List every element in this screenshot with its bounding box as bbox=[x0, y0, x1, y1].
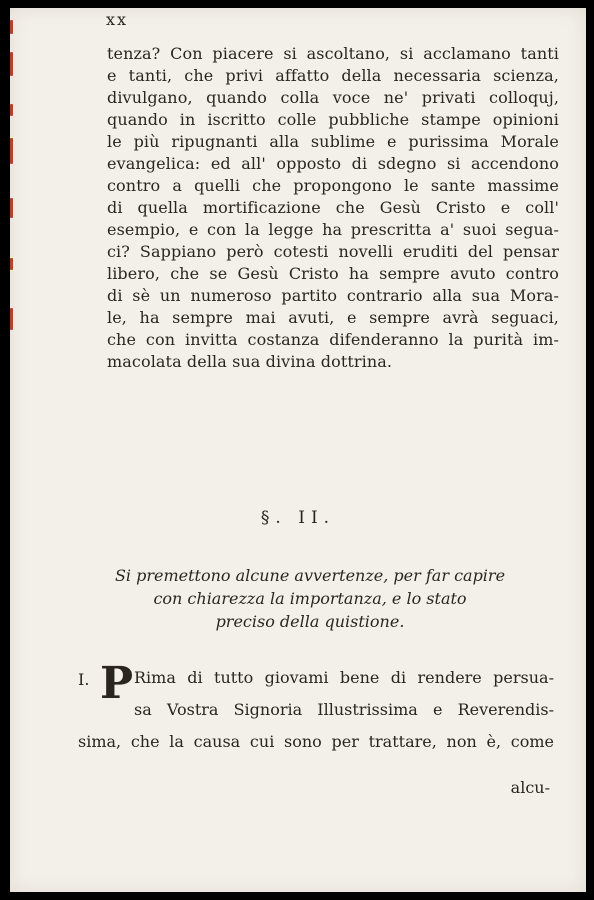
page-edge-mark bbox=[10, 52, 13, 76]
text-line: di quella mortificazione che Gesù Cristo e coll' bbox=[107, 198, 559, 217]
page-number: xx bbox=[106, 10, 129, 29]
text-line: sima, che la causa cui sono per trattare, non è, come bbox=[78, 732, 554, 751]
text-line: di sè un numeroso partito contrario alla sua Mora- bbox=[107, 286, 559, 305]
text-line: evangelica: ed all' opposto di sdegno si accendono bbox=[107, 154, 559, 173]
text-line: libero, che se Gesù Cristo ha sempre avuto contro bbox=[107, 264, 559, 283]
page-edge-mark bbox=[10, 308, 13, 330]
text-line: macolata della sua divina dottrina. bbox=[107, 352, 393, 371]
text-line: le più ripugnanti alla sublime e purissima Morale bbox=[107, 132, 559, 151]
page-edge-mark bbox=[10, 104, 13, 116]
text-line: le, ha sempre mai avuti, e sempre avrà seguaci, bbox=[107, 308, 559, 327]
text-line: divulgano, quando colla voce ne' privati colloquj, bbox=[107, 88, 559, 107]
paragraph-number: I. bbox=[78, 670, 90, 689]
text-line: che con invitta costanza difenderanno la purità im- bbox=[107, 330, 559, 349]
page-edge-mark bbox=[10, 198, 13, 218]
text-line: tenza? Con piacere si ascoltano, si acclamano tanti bbox=[107, 44, 559, 63]
summary-line: con chiarezza la importanza, e lo stato bbox=[153, 589, 467, 608]
section-heading: §. II. bbox=[260, 508, 336, 528]
section-summary bbox=[70, 564, 550, 633]
text-line: Rima di tutto giovami bene di rendere persua- bbox=[134, 668, 554, 687]
catchword: alcu- bbox=[510, 778, 550, 797]
text-line: contro a quelli che propongono le sante massime bbox=[107, 176, 559, 195]
summary-line: Si premettono alcune avvertenze, per far capire bbox=[114, 566, 506, 585]
text-line: sa Vostra Signoria Illustrissima e Reverendis- bbox=[134, 700, 554, 719]
page-edge-mark bbox=[10, 258, 13, 270]
book-page bbox=[10, 8, 586, 892]
drop-cap: P bbox=[100, 658, 134, 709]
body-text bbox=[107, 43, 559, 373]
page-edge-mark bbox=[10, 138, 13, 164]
text-line: quando in iscritto colle pubbliche stampe opinioni bbox=[107, 110, 559, 129]
text-line: ci? Sappiano però cotesti novelli eruditi del pensar bbox=[107, 242, 559, 261]
summary-line: preciso della quistione. bbox=[215, 612, 405, 631]
text-line: esempio, e con la legge ha prescritta a' suoi segua- bbox=[107, 220, 559, 239]
page-edge-mark bbox=[10, 20, 13, 34]
text-line: e tanti, che privi affatto della necessaria scienza, bbox=[107, 66, 559, 85]
